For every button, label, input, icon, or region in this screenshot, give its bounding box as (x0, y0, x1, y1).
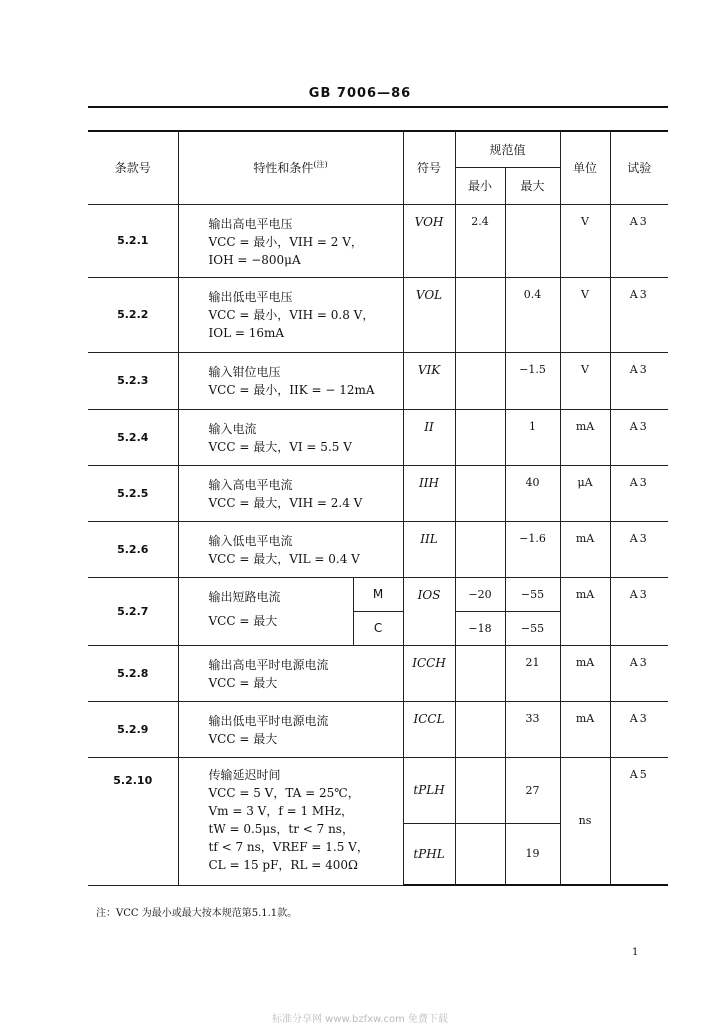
unit-cell: mA (560, 645, 610, 701)
header-min: 最小 (455, 167, 505, 204)
test-cell: A3 (610, 701, 668, 757)
condition-line: VCC = 最大，VIL = 0.4 V (208, 551, 360, 566)
header-characteristics-label: 特性和条件 (253, 161, 314, 176)
max-cell: 21 (505, 645, 560, 701)
condition-cell (178, 757, 403, 885)
clause-cell: 5.2.7 (88, 577, 178, 645)
condition-line: VCC = 最小，VIH = 2 V， (208, 234, 363, 249)
condition-cell (178, 204, 403, 277)
test-cell: A3 (610, 277, 668, 352)
page-number: 1 (632, 947, 639, 958)
min-cell (455, 521, 505, 577)
table-row (88, 701, 668, 757)
condition-cell (178, 277, 403, 352)
unit-cell: mA (560, 521, 610, 577)
clause-cell: 5.2.8 (88, 645, 178, 701)
table-row (88, 577, 668, 611)
max-cell: −55 (505, 577, 560, 611)
table-row (88, 409, 668, 465)
document-code-header: GB 7006—86 (308, 86, 412, 101)
condition-line: VCC = 最大，VIH = 2.4 V (208, 495, 363, 510)
max-cell: −1.6 (505, 521, 560, 577)
table-row (88, 757, 668, 823)
grade-cell: M (353, 577, 403, 611)
unit-cell: mA (560, 701, 610, 757)
footnote: 注：VCC 为最小或最大按本规范第5.1.1款。 (96, 908, 298, 919)
max-cell: −55 (505, 611, 560, 645)
condition-line: VCC = 最大 (208, 731, 278, 746)
spec-table (88, 130, 668, 886)
condition-line: 输入钳位电压 (208, 364, 281, 379)
header-unit: 单位 (560, 131, 610, 204)
min-cell (455, 645, 505, 701)
unit-cell: mA (560, 577, 610, 645)
max-cell: 1 (505, 409, 560, 465)
condition-line: tW = 0.5μs，tr < 7 ns， (208, 821, 354, 836)
clause-cell: 5.2.3 (88, 352, 178, 409)
header-note-mark: (注) (313, 160, 328, 170)
condition-line: VCC = 5 V，TA = 25℃， (208, 785, 360, 800)
clause-cell: 5.2.4 (88, 409, 178, 465)
unit-cell: V (560, 204, 610, 277)
symbol-cell: IOS (403, 577, 455, 645)
table-row (88, 204, 668, 277)
condition-cell (178, 521, 403, 577)
table-row (88, 521, 668, 577)
condition-line: 传输延迟时间 (208, 767, 281, 782)
symbol-cell: VOH (403, 204, 455, 277)
symbol-cell: IIH (403, 465, 455, 521)
condition-line: VCC = 最小，IIK = − 12mA (208, 382, 375, 397)
unit-cell: ns (560, 757, 610, 885)
max-cell: 33 (505, 701, 560, 757)
table-row (88, 277, 668, 352)
max-cell (505, 204, 560, 277)
symbol-cell: VIK (403, 352, 455, 409)
min-cell (455, 277, 505, 352)
condition-line: VCC = 最大 (208, 675, 278, 690)
header-characteristics (178, 131, 403, 204)
condition-cell (178, 701, 403, 757)
condition-line: IOH = −800μA (208, 252, 301, 267)
condition-line: CL = 15 pF，RL = 400Ω (208, 857, 358, 872)
condition-cell (178, 465, 403, 521)
symbol-cell: IIL (403, 521, 455, 577)
min-cell (455, 701, 505, 757)
test-cell: A3 (610, 577, 668, 645)
unit-cell: V (560, 352, 610, 409)
symbol-cell: ICCL (403, 701, 455, 757)
unit-cell: mA (560, 409, 610, 465)
min-cell (455, 409, 505, 465)
test-cell: A3 (610, 645, 668, 701)
symbol-cell: tPHL (403, 823, 455, 885)
condition-cell (178, 352, 403, 409)
condition-line: 输出低电平电压 (208, 289, 293, 304)
header-spec-value: 规范值 (455, 131, 560, 167)
condition-line: 输出高电平电压 (208, 216, 293, 231)
symbol-cell: ICCH (403, 645, 455, 701)
table-row (88, 465, 668, 521)
min-cell (455, 465, 505, 521)
min-cell (455, 823, 505, 885)
watermark: 标准分享网 www.bzfxw.com 免费下载 (272, 1014, 448, 1025)
test-cell: A5 (610, 757, 668, 885)
max-cell: 27 (505, 757, 560, 823)
condition-line: IOL = 16mA (208, 325, 285, 340)
clause-cell: 5.2.1 (88, 204, 178, 277)
max-cell: 40 (505, 465, 560, 521)
condition-line: VCC = 最大，VI = 5.5 V (208, 439, 352, 454)
symbol-cell: tPLH (403, 757, 455, 823)
clause-cell: 5.2.5 (88, 465, 178, 521)
condition-cell (178, 645, 403, 701)
unit-cell: μA (560, 465, 610, 521)
header-test: 试验 (610, 131, 668, 204)
max-cell: −1.5 (505, 352, 560, 409)
test-cell: A3 (610, 521, 668, 577)
unit-cell: V (560, 277, 610, 352)
min-cell: −20 (455, 577, 505, 611)
table-row (88, 352, 668, 409)
clause-cell: 5.2.6 (88, 521, 178, 577)
symbol-cell: VOL (403, 277, 455, 352)
test-cell: A3 (610, 352, 668, 409)
header-rule (88, 106, 668, 108)
condition-line: VCC = 最小，VIH = 0.8 V， (208, 307, 375, 322)
clause-cell: 5.2.9 (88, 701, 178, 757)
condition-line: VCC = 最大 (208, 614, 278, 628)
header-clause: 条款号 (88, 131, 178, 204)
condition-line: tf < 7 ns，VREF = 1.5 V， (208, 839, 369, 854)
max-cell: 0.4 (505, 277, 560, 352)
grade-cell: C (353, 611, 403, 645)
min-cell (455, 352, 505, 409)
condition-line: 输入低电平电流 (208, 533, 293, 548)
clause-cell: 5.2.10 (88, 757, 178, 885)
max-cell: 19 (505, 823, 560, 885)
symbol-cell: II (403, 409, 455, 465)
test-cell: A3 (610, 465, 668, 521)
condition-line: 输出低电平时电源电流 (208, 713, 329, 728)
min-cell: −18 (455, 611, 505, 645)
min-cell: 2.4 (455, 204, 505, 277)
condition-line: 输入电流 (208, 421, 257, 436)
condition-line: 输出短路电流 (208, 590, 281, 604)
condition-line: 输出高电平时电源电流 (208, 657, 329, 672)
test-cell: A3 (610, 409, 668, 465)
min-cell (455, 757, 505, 823)
header-symbol: 符号 (403, 131, 455, 204)
condition-line: Vm = 3 V，f = 1 MHz， (208, 803, 353, 818)
table-row (88, 645, 668, 701)
clause-cell: 5.2.2 (88, 277, 178, 352)
condition-cell (178, 577, 353, 645)
header-max: 最大 (505, 167, 560, 204)
test-cell: A3 (610, 204, 668, 277)
condition-line: 输入高电平电流 (208, 477, 293, 492)
condition-cell (178, 409, 403, 465)
